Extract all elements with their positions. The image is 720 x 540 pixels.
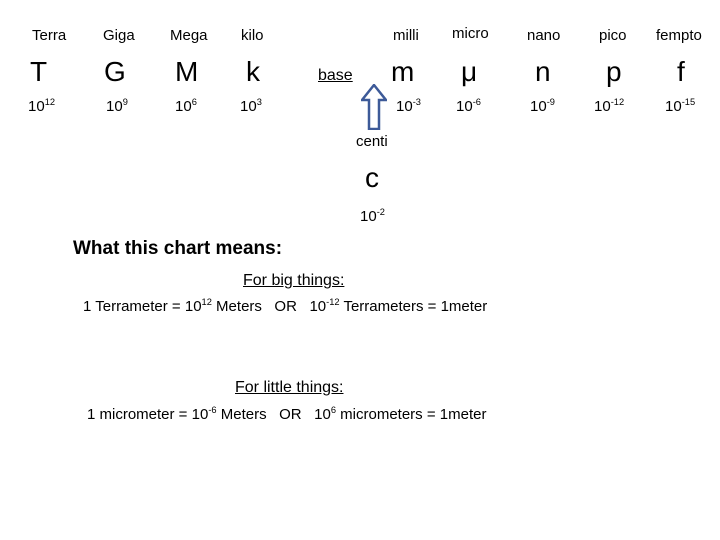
prefix-name-milli: milli xyxy=(393,27,419,44)
up-arrow-icon xyxy=(361,84,387,130)
little-things-title: For little things: xyxy=(235,379,344,396)
prefix-symbol-fempto: f xyxy=(677,56,685,87)
prefix-power-fempto: $10^{-15}$ xyxy=(665,96,696,115)
prefix-name-pico: pico xyxy=(599,27,627,44)
prefix-power-milli: $10^{-3}$ xyxy=(396,96,421,115)
prefix-name-kilo: kilo xyxy=(241,27,264,44)
prefix-symbol-mega: M xyxy=(175,56,199,87)
prefix-symbol-giga: G xyxy=(104,56,126,87)
centi-name: centi xyxy=(356,133,388,150)
prefix-symbol-micro: μ xyxy=(461,56,478,87)
centi-power: $10^{-2}$ xyxy=(360,206,385,225)
prefix-symbol-terra: T xyxy=(30,56,48,87)
base-label: base xyxy=(318,67,353,84)
little-things-equation: 1 micrometer = $10^{-6}$ Meters OR $10^6$ micrometers = 1meter xyxy=(87,404,487,423)
prefix-symbol-nano: n xyxy=(535,56,551,87)
big-things-title: For big things: xyxy=(243,272,345,289)
prefix-symbol-kilo: k xyxy=(246,56,260,87)
prefix-power-mega: $10^6$ xyxy=(175,96,197,115)
big-things-equation: 1 Terrameter = $10^{12}$ Meters OR $10^{-12}$ Terrameters = 1meter xyxy=(83,296,488,315)
prefix-symbol-pico: p xyxy=(606,56,622,87)
prefix-power-giga: $10^9$ xyxy=(106,96,128,115)
prefix-symbol-milli: m xyxy=(391,56,415,87)
prefix-power-terra: $10^{12}$ xyxy=(28,96,56,115)
centi-symbol: c xyxy=(365,162,379,193)
prefix-power-pico: $10^{-12}$ xyxy=(594,96,625,115)
prefix-name-fempto: fempto xyxy=(656,27,702,44)
explanation-heading: What this chart means: xyxy=(73,238,283,259)
prefix-name-micro: micro xyxy=(452,25,489,42)
prefix-power-kilo: $10^3$ xyxy=(240,96,262,115)
prefix-power-micro: $10^{-6}$ xyxy=(456,96,481,115)
prefix-name-mega: Mega xyxy=(170,27,208,44)
prefix-power-nano: $10^{-9}$ xyxy=(530,96,555,115)
prefix-name-terra: Terra xyxy=(32,27,67,44)
prefix-name-giga: Giga xyxy=(103,27,135,44)
prefix-name-nano: nano xyxy=(527,27,561,44)
